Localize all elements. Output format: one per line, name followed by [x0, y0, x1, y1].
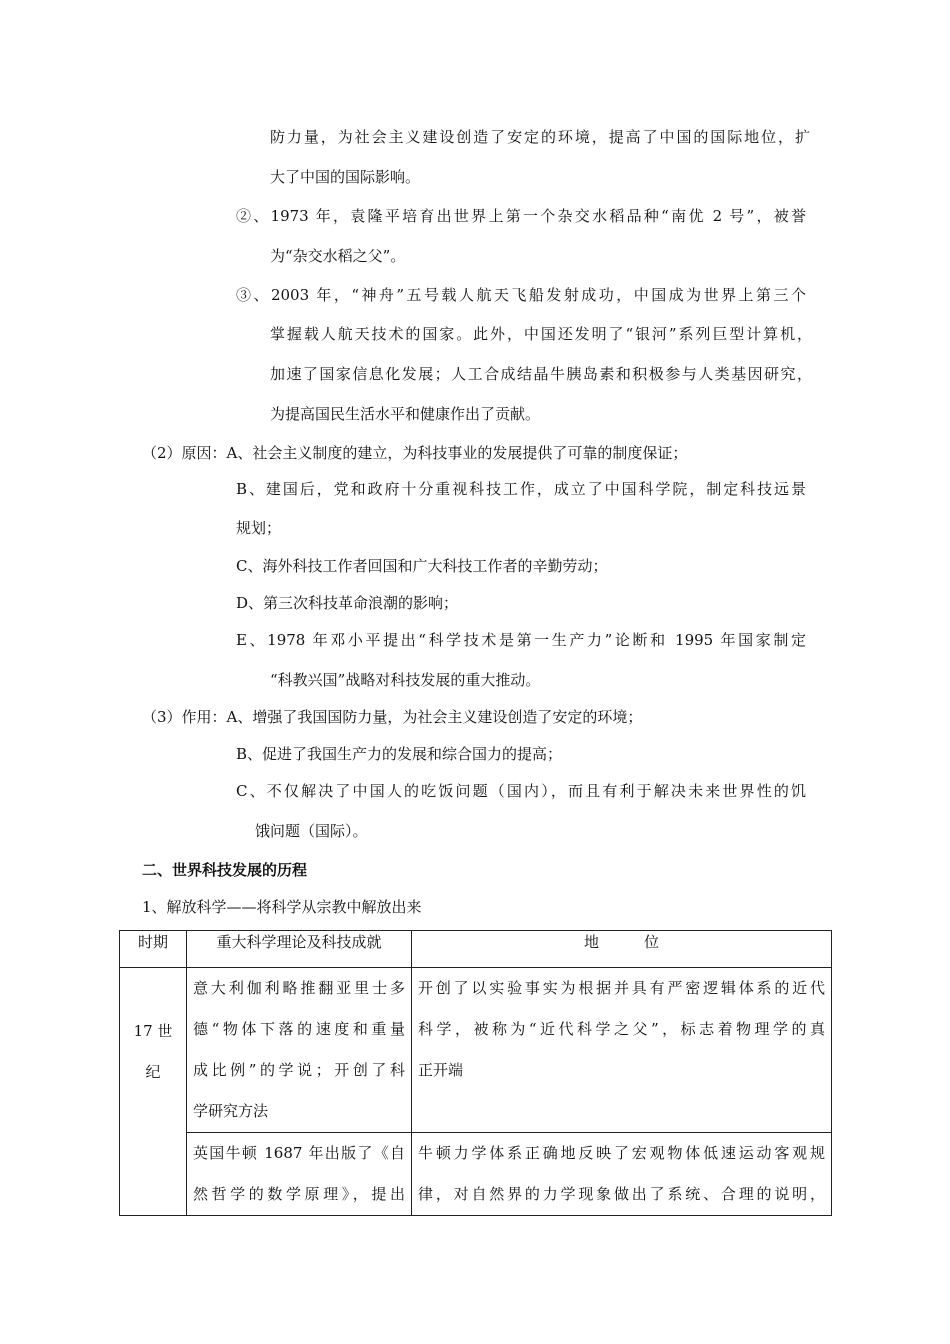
table-header-row [120, 931, 832, 968]
paragraph-line: ③、2003 年，“神舟”五号载人航天飞船发射成功，中国成为世界上第三个 [236, 286, 806, 304]
cell-line: 正开端 [418, 1061, 464, 1079]
section-heading: 二、世界科技发展的历程 [142, 861, 308, 879]
reasons-line: E、1978 年邓小平提出“科学技术是第一生产力”论断和 1995 年国家制定 [236, 631, 806, 649]
effects-line: B、促进了我国生产力的发展和综合国力的提高； [236, 745, 563, 763]
reasons-line: B、建国后，党和政府十分重视科技工作，成立了中国科学院，制定科技远景 [236, 480, 806, 498]
effects-line: C、不仅解决了中国人的吃饭问题（国内），而且有利于解决未来世界性的饥 [236, 782, 806, 800]
cell-line: 然哲学的数学原理》，提出 [193, 1185, 405, 1203]
period-cell [120, 968, 187, 1216]
header-period: 时期 [120, 931, 187, 968]
cell-line: 意大利伽利略推翻亚里士多 [193, 979, 405, 997]
paragraph-line: 掌握载人航天技术的国家。此外，中国还发明了“银河”系列巨型计算机， [270, 325, 812, 343]
cell-line: 英国牛顿 1687 年出版了《自 [193, 1144, 405, 1162]
header-status: 地 位 [412, 931, 832, 968]
subheading: 1、解放科学——将科学从宗教中解放出来 [142, 898, 422, 916]
table-row [120, 1133, 832, 1216]
effects-line: （3）作用：A、增强了我国国防力量，为社会主义建设创造了安定的环境； [142, 708, 643, 726]
cell-line: 律，对自然界的力学现象做出了系统、合理的说明， [418, 1185, 825, 1203]
period-text: 纪 [145, 1062, 161, 1081]
reasons-line: “科教兴国”战略对科技发展的重大推动。 [270, 671, 541, 689]
paragraph-line: 为提高国民生活水平和健康作出了贡献。 [270, 405, 541, 423]
paragraph-line: 加速了国家信息化发展；人工合成结晶牛胰岛素和积极参与人类基因研究， [270, 365, 812, 383]
cell-line: 牛顿力学体系正确地反映了宏观物体低速运动客观规 [418, 1144, 825, 1162]
cell-line: 成比例”的学说；开创了科 [193, 1061, 405, 1079]
period-text: 17 世 [133, 1021, 173, 1040]
reasons-line: D、第三次科技革命浪潮的影响； [236, 594, 459, 612]
cell-line: 科学，被称为“近代科学之父”，标志着物理学的真 [418, 1020, 825, 1038]
cell-line: 德“物体下落的速度和重量 [193, 1020, 405, 1038]
paragraph-line: ②、1973 年，袁隆平培育出世界上第一个杂交水稻品种“南优 2 号”，被誉 [236, 207, 806, 225]
paragraph-line: 为“杂交水稻之父”。 [270, 247, 406, 265]
achievement-cell [187, 1133, 412, 1216]
effects-line: 饿问题（国际）。 [255, 822, 368, 840]
reasons-line: （2）原因：A、社会主义制度的建立，为科技事业的发展提供了可靠的制度保证； [142, 444, 688, 462]
status-cell [412, 968, 832, 1133]
header-achievement: 重大科学理论及科技成就 [187, 931, 412, 968]
paragraph-line: 防力量，为社会主义建设创造了安定的环境，提高了中国的国际地位，扩 [270, 128, 810, 146]
cell-line: 开创了以实验事实为根据并具有严密逻辑体系的近代 [418, 979, 825, 997]
achievement-cell [187, 968, 412, 1133]
reasons-line: 规划； [236, 519, 282, 537]
table-row [120, 968, 832, 1133]
cell-line: 学研究方法 [193, 1102, 269, 1120]
status-cell [412, 1133, 832, 1216]
science-history-table [119, 930, 832, 1216]
reasons-line: C、海外科技工作者回国和广大科技工作者的辛勤劳动； [236, 557, 608, 575]
paragraph-line: 大了中国的国际影响。 [270, 168, 421, 186]
